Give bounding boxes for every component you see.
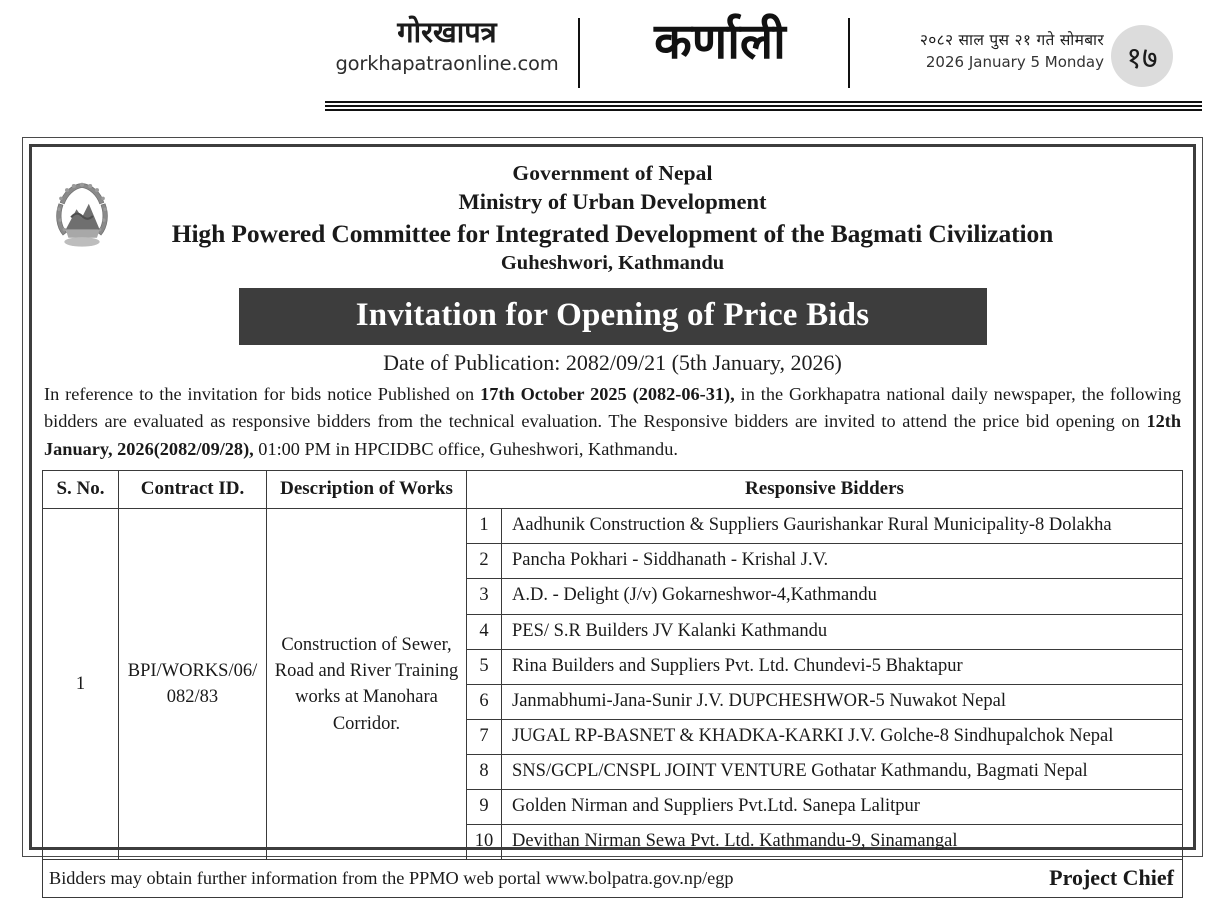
gorkhapatra-nepali-title: गोरखापत्र [397,17,497,49]
bidder-name: Pancha Pokhari - Siddhanath - Krishal J.V. [502,544,1183,579]
nepal-government-emblem [48,179,116,251]
organization-header [42,153,1183,278]
org-line-committee: High Powered Committee for Integrated Development of the Bagmati Civilization [171,219,1054,249]
masthead-date-block [866,28,1104,71]
bidder-name: Golden Nirman and Suppliers Pvt.Ltd. Sanepa Lalitpur [502,790,1183,825]
bidder-name: SNS/GCPL/CNSPL JOINT VENTURE Gothatar Kathmandu, Bagmati Nepal [502,755,1183,790]
bidders-subtable [467,509,1182,859]
footer-note: Bidders may obtain further information from the PPMO web portal www.bolpatra.gov.np/egp [49,867,734,888]
bidder-name: JUGAL RP-BASNET & KHADKA-KARKI J.V. Golche-8 Sindhupalchok Nepal [502,719,1183,754]
bidder-row [467,614,1182,649]
bidder-number: 8 [467,755,502,790]
date-nepali: २०८२ साल पुस २१ गते सोमबार [919,31,1104,49]
bidder-row [467,509,1182,544]
th-description: Description of Works [267,471,467,509]
gorkhapatra-website-url[interactable]: gorkhapatraonline.com [335,52,559,76]
body-text-part3: 01:00 PM in HPCIDBC office, Guheshwori, Kathmandu. [253,438,678,459]
notice-title-banner: Invitation for Opening of Price Bids [239,288,987,345]
edition-title-karnali: कर्णाली [654,15,786,69]
bidder-row [467,684,1182,719]
bidder-row [467,790,1182,825]
cell-description: Construction of Sewer, Road and River Training works at Manohara Corridor. [267,509,467,860]
bidder-name: Devithan Nirman Sewa Pvt. Ltd. Kathmandu-9, Sinamangal [502,825,1183,860]
cell-contract-id: BPI/WORKS/06/ 082/83 [119,509,267,860]
body-text-part2: in the Gorkhapatra national daily newspaper, the following bidders are evaluated as responsive bidders from the technical evaluation. The Responsive bidders are invited to attend the price bid opening on [44,383,1181,432]
bidder-number: 2 [467,544,502,579]
th-sno: S. No. [43,471,119,509]
notice-outer-frame [22,137,1203,891]
table-row [43,509,1183,860]
body-bold-published-date: 17th October 2025 (2082-06-31), [480,383,735,404]
bidder-row [467,719,1182,754]
bidder-number: 7 [467,719,502,754]
body-text-part1: In reference to the invitation for bids notice Published on [44,383,481,404]
org-line-address: Guheshwori, Kathmandu [500,252,725,275]
cell-sno: 1 [43,509,119,860]
bidder-number: 6 [467,684,502,719]
bidder-name: PES/ S.R Builders JV Kalanki Kathmandu [502,614,1183,649]
bidder-name: Janmabhumi-Jana-Sunir J.V. DUPCHESHWOR-5 Nuwakot Nepal [502,684,1183,719]
bidder-number: 4 [467,614,502,649]
notice-body-paragraph [42,380,1183,470]
org-line-government: Government of Nepal [512,161,713,185]
th-contract-id: Contract ID. [119,471,267,509]
bidder-row [467,825,1182,860]
th-responsive-bidders: Responsive Bidders [467,471,1183,509]
bidder-row [467,544,1182,579]
masthead-divider-right [848,18,850,88]
bidder-name: Aadhunik Construction & Suppliers Gaurishankar Rural Municipality-8 Dolakha [502,509,1183,544]
bidder-row [467,649,1182,684]
page-number-badge: १७ [1111,25,1173,87]
bidder-number: 5 [467,649,502,684]
bidder-number: 9 [467,790,502,825]
bidder-row [467,755,1182,790]
body-bold-opening-date: 12th January, 2026(2082/09/28), [44,411,1181,459]
bidder-name: A.D. - Delight (J/v) Gokarneshwor-4,Kathmandu [502,579,1183,614]
footer-signatory: Project Chief [1049,865,1174,891]
gorkhapatra-logo[interactable] [322,18,572,75]
bidder-number: 10 [467,825,502,860]
notice-footer-row [42,860,1183,898]
bids-table [42,470,1183,860]
bidder-name: Rina Builders and Suppliers Pvt. Ltd. Chundevi-5 Bhaktapur [502,649,1183,684]
org-line-ministry: Ministry of Urban Development [458,189,767,215]
bidder-number: 3 [467,579,502,614]
date-english: 2026 January 5 Monday [925,53,1104,71]
masthead-rule [325,101,1202,110]
publication-date: Date of Publication: 2082/09/21 (5th January, 2026) [383,349,842,375]
newspaper-masthead [0,0,1225,112]
bidder-row [467,579,1182,614]
bidder-number: 1 [467,509,502,544]
cell-bidders-list [467,509,1183,860]
notice-inner-frame [29,144,1196,891]
masthead-divider-left [578,18,580,88]
table-header-row [43,471,1183,509]
